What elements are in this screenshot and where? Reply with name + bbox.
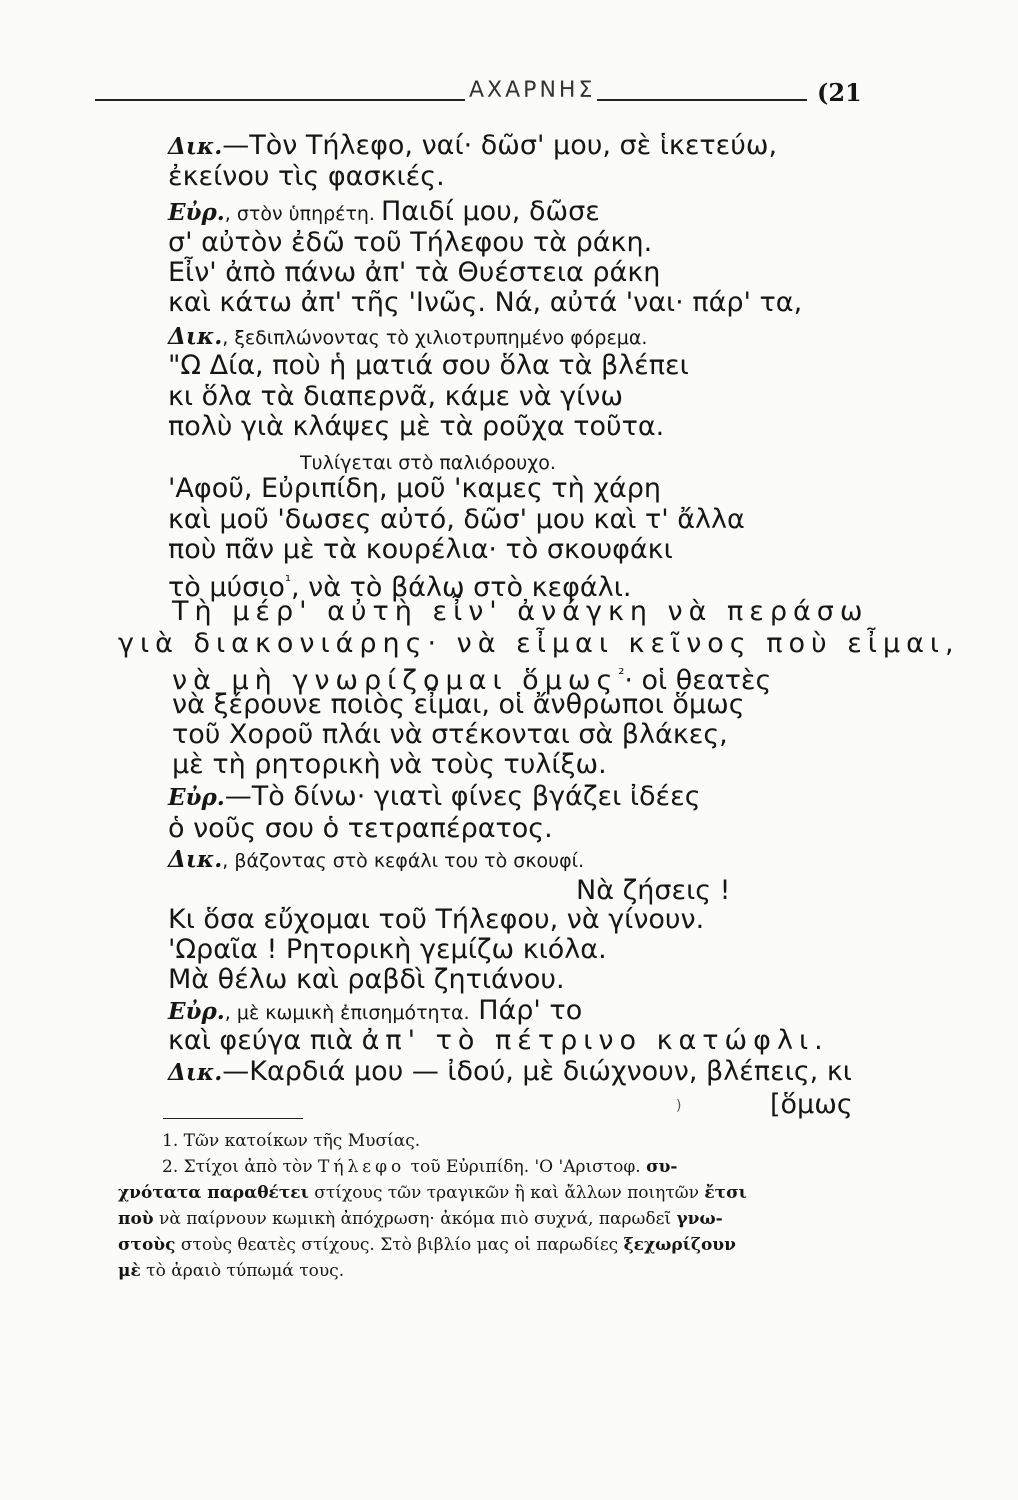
- verse-text-segment: "Ω Δία, ποὺ ἡ ματιά σου ὅλα τὰ βλέπει: [168, 350, 689, 381]
- stray-mark: ): [676, 1098, 682, 1114]
- verse-line: [168, 473, 661, 505]
- stage-direction: , μὲ κωμικὴ ἐπισημότητα.: [224, 1002, 470, 1024]
- verse-text-segment: Τὴ μέρ' αὐτὴ εἶν' ἀνάγκη νὰ περάσω: [172, 596, 869, 627]
- verse-line: [168, 504, 745, 536]
- verse-text-segment: —Καρδιά μου — ἰδού, μὲ διώχνουν, βλέπεις, κι: [222, 1056, 852, 1087]
- footnote-text-segment: τὸ ἀραιὸ τύπωμά τους.: [140, 1261, 345, 1281]
- verse-line: [168, 196, 600, 230]
- verse-text-segment: Νὰ ζήσεις !: [576, 875, 731, 906]
- verse-text-segment: σ' αὐτὸν ἐδῶ τοῦ Τήλεφου τὰ ράκη.: [168, 227, 653, 258]
- verse-line: [168, 1056, 852, 1089]
- verse-text-segment: καὶ μοῦ 'δωσες αὐτό, δῶσ' μου καὶ τ' ἄλλα: [168, 504, 745, 535]
- verse-line: [168, 934, 607, 966]
- speaker-label: Εὐρ.: [168, 998, 225, 1025]
- footnote-text-segment: 2. Στίχοι ἀπὸ τὸν: [162, 1157, 318, 1177]
- footnote-line: [162, 1128, 420, 1154]
- verse-text-segment: ἐκείνου τὶς φασκιές.: [168, 161, 445, 192]
- verse-text-segment: Εἶν' ἀπὸ πάνω ἀπ' τὰ Θυέστεια ράκη: [168, 257, 661, 288]
- verse-line: [172, 719, 728, 751]
- running-head: [95, 78, 862, 112]
- verse-line: [118, 628, 960, 660]
- footnote-text-segment: ποὺ: [118, 1209, 154, 1229]
- verse-line: [168, 534, 673, 566]
- footnote-line: [118, 1206, 723, 1232]
- header-rule-left: [95, 99, 465, 101]
- verse-text-segment: ὁ νοῦς σου ὁ τετραπέρατος.: [168, 813, 553, 844]
- verse-line: [168, 411, 664, 443]
- speaker-label: Δικ.: [168, 133, 223, 160]
- speaker-label: Δικ.: [168, 323, 223, 350]
- verse-line: [168, 813, 553, 845]
- footnote-line: [162, 1154, 677, 1180]
- stage-direction: Τυλίγεται στὸ παλιόρουχο.: [300, 452, 556, 474]
- verse-line: [168, 781, 701, 814]
- verse-line: [168, 227, 652, 259]
- stage-direction: , στὸν ὑπηρέτη.: [224, 203, 381, 225]
- footnote-text-segment: ξεχωρίζουν: [623, 1235, 736, 1255]
- verse-text-segment: · οἱ θεατὲς: [624, 665, 772, 696]
- verse-line: [168, 320, 647, 354]
- verse-text-segment: νὰ ξέρουνε ποιὸς εἶμαι, οἱ ἄνθρωποι ὅμως: [172, 689, 745, 720]
- footnote-text-segment: ἔτσι: [704, 1183, 747, 1203]
- footnote-rule: [163, 1118, 303, 1119]
- footnote-line: [118, 1258, 344, 1284]
- verse-text-segment: ποὺ πᾶν μὲ τὰ κουρέλια· τὸ σκουφάκι: [168, 534, 673, 565]
- verse-line: [168, 130, 777, 163]
- verse-text-segment: Παιδί μου, δῶσε: [381, 196, 600, 227]
- running-title: ΑΧΑΡΝΗΣ: [469, 78, 596, 103]
- speaker-label: Δικ.: [168, 846, 223, 873]
- speaker-label: Εὐρ.: [168, 199, 225, 226]
- verse-text-segment: γιὰ διακονιάρης· νὰ εἶμαι κεῖνος ποὺ εἶμαι,: [118, 628, 960, 659]
- footnote-text-segment: Τήλεφο: [318, 1157, 406, 1177]
- verse-line: [770, 1089, 853, 1121]
- verse-line: [172, 749, 607, 781]
- verse-line: [576, 875, 730, 907]
- verse-text-segment: —Τὸ δίνω· γιατὶ φίνες βγάζει ἰδέες: [224, 781, 701, 812]
- footnote-text-segment: συ-: [646, 1157, 678, 1177]
- speaker-label: Δικ.: [168, 1059, 223, 1086]
- verse-text-segment: Μὰ θέλω καὶ ραβδὶ ζητιάνου.: [168, 964, 565, 995]
- verse-text-segment: πολὺ γιὰ κλάψες μὲ τὰ ροῦχα τοῦτα.: [168, 411, 665, 442]
- verse-line: [168, 257, 660, 289]
- verse-line: [168, 381, 623, 413]
- footnote-line: [118, 1180, 747, 1206]
- verse-text-segment: τὸ μύσιο: [168, 572, 285, 603]
- verse-line: [168, 995, 582, 1029]
- footnote-line: [118, 1232, 736, 1258]
- verse-line: [168, 161, 445, 193]
- verse-text-segment: νὰ μὴ γνωρίζομαι ὅμως: [172, 665, 619, 696]
- verse-line: [168, 287, 802, 319]
- footnote-text-segment: νὰ παίρνουν κωμικὴ ἀπόχρωση· ἀκόμα πιὸ συχνά, παρωδεῖ: [153, 1209, 677, 1229]
- verse-text-segment: Κι ὅσα εὔχομαι τοῦ Τήλεφου, νὰ γίνουν.: [168, 904, 705, 935]
- verse-line: [168, 964, 565, 996]
- verse-line: [168, 904, 704, 936]
- verse-text-segment: καὶ φεύγα πιὰ: [168, 1025, 362, 1056]
- verse-text-segment: [ὅμως: [770, 1089, 853, 1120]
- footnote-text-segment: στοὺς θεατὲς στίχους. Στὸ βιβλίο μας οἱ παρωδίες: [175, 1235, 624, 1255]
- verse-text-segment: Πάρ' το: [469, 995, 583, 1026]
- verse-text-segment: 'Αφοῦ, Εὐριπίδη, μοῦ 'καμες τὴ χάρη: [168, 473, 661, 504]
- footnote-ref: ¹: [284, 572, 291, 590]
- footnote-text-segment: 1. Τῶν κατοίκων τῆς Μυσίας.: [162, 1131, 421, 1151]
- verse-line: [172, 689, 745, 721]
- verse-text-segment: —Τὸν Τήλεφο, ναί· δῶσ' μου, σὲ ἱκετεύω,: [222, 130, 778, 161]
- verse-text-segment: , νὰ τὸ βάλω στὸ κεφάλι.: [290, 572, 632, 603]
- verse-text-segment: 'Ωραῖα ! Ρητορικὴ γεμίζω κιόλα.: [168, 934, 607, 965]
- page-number: (21: [817, 78, 862, 107]
- footnote-text-segment: χνότατα παραθέτει: [118, 1183, 309, 1203]
- footnote-text-segment: στίχους τῶν τραγικῶν ἢ καὶ ἄλλων ποιητῶν: [308, 1183, 705, 1203]
- verse-text-segment: ἀπ' τὸ πέτρινο κατώφλι.: [361, 1025, 829, 1056]
- verse-text-segment: κι ὅλα τὰ διαπερνᾶ, κάμε νὰ γίνω: [168, 381, 623, 412]
- footnote-text-segment: μὲ: [118, 1261, 141, 1281]
- verse-text-segment: τοῦ Χοροῦ πλάι νὰ στέκονται σὰ βλάκες,: [172, 719, 728, 750]
- verse-line: [168, 350, 689, 382]
- footnote-text-segment: στοὺς: [118, 1235, 176, 1255]
- verse-text-segment: μὲ τὴ ρητορικὴ νὰ τοὺς τυλίξω.: [172, 749, 607, 780]
- verse-text-segment: καὶ κάτω ἀπ' τῆς 'Ινῶς. Νά, αὐτά 'ναι· πάρ' τα,: [168, 287, 803, 318]
- footnote-ref: ²: [618, 665, 625, 683]
- verse-line: [168, 843, 584, 877]
- verse-line: [168, 1025, 829, 1057]
- footnote-text-segment: γνω-: [676, 1209, 723, 1229]
- speaker-label: Εὐρ.: [168, 784, 225, 811]
- verse-line: [172, 596, 869, 628]
- stage-direction: , ξεδιπλώνοντας τὸ χιλιοτρυπημένο φόρεμα.: [222, 327, 648, 349]
- stage-direction: , βάζοντας στὸ κεφάλι του τὸ σκουφί.: [222, 850, 585, 872]
- footnote-text-segment: τοῦ Εὐριπίδη. 'Ο 'Αριστοφ.: [405, 1157, 647, 1177]
